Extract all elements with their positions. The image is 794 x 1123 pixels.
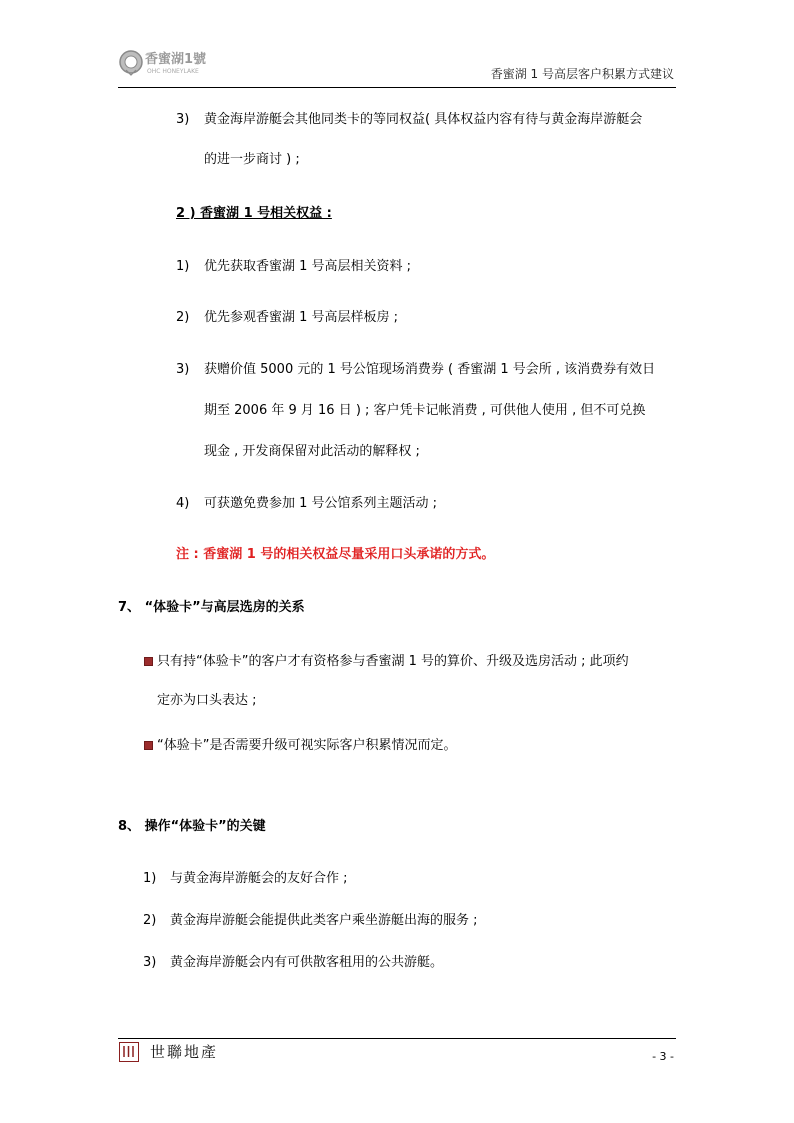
list-item: 获赠价值 5000 元的 1 号公馆现场消费券 ( 香蜜湖 1 号会所 , 该消费券有效日 (204, 362, 656, 377)
header-divider (118, 87, 676, 88)
page-number: - 3 - (652, 1050, 674, 1063)
bullet-item: 只有持“体验卡”的客户才有资格参与香蜜湖 1 号的算价、升级及选房活动 ; 此项约 (157, 654, 629, 669)
list-item-continuation: 期至 2006 年 9 月 16 日 ) ; 客户凭卡记帐消费 , 可供他人使用 , 但不可兑换 (204, 403, 646, 418)
company-logo (117, 44, 209, 84)
list-item: 可获邀免费参加 1 号公馆系列主题活动 ; (204, 496, 438, 511)
header-title: 香蜜湖 1 号高层客户积累方式建议 (490, 67, 674, 81)
footer-brand: 世聯地產 (150, 1043, 219, 1061)
bullet-square-icon (144, 657, 153, 666)
item-number: 2) (176, 310, 190, 325)
bullet-item: “体验卡”是否需要升级可视实际客户积累情况而定。 (157, 738, 457, 753)
footer-divider (118, 1038, 676, 1039)
list-item: 黄金海岸游艇会内有可供散客租用的公共游艇。 (170, 955, 444, 970)
section-heading: 2 ) 香蜜湖 1 号相关权益 : (176, 206, 332, 221)
item-number: 1) (176, 259, 190, 274)
list-item: 与黄金海岸游艇会的友好合作 ; (170, 871, 348, 886)
list-item-continuation: 现金 , 开发商保留对此活动的解释权 ; (204, 444, 420, 459)
bullet-square-icon (144, 741, 153, 750)
logo-subtext: OHC HONEYLAKE (147, 68, 199, 75)
list-item: 优先参观香蜜湖 1 号高层样板房 ; (204, 310, 399, 325)
list-item: 优先获取香蜜湖 1 号高层相关资料 ; (204, 259, 412, 274)
list-item: 黄金海岸游艇会能提供此类客户乘坐游艇出海的服务 ; (170, 913, 478, 928)
logo-text: 香蜜湖1號 (145, 52, 207, 67)
item-number: 3) (176, 112, 190, 127)
item-number: 1) (143, 871, 157, 886)
paragraph-line: 黄金海岸游艇会其他同类卡的等同权益( 具体权益内容有待与黄金海岸游艇会 (204, 112, 643, 127)
item-number: 4) (176, 496, 190, 511)
section-heading: 7、 “体验卡”与高层选房的关系 (118, 600, 305, 615)
item-number: 3) (176, 362, 190, 377)
footer-logo-icon (119, 1042, 139, 1062)
note-text: 注 : 香蜜湖 1 号的相关权益尽量采用口头承诺的方式。 (176, 547, 495, 562)
bullet-item-continuation: 定亦为口头表达 ; (157, 693, 257, 708)
paragraph-line: 的进一步商讨 ) ; (204, 152, 300, 167)
section-heading: 8、 操作“体验卡”的关键 (118, 819, 266, 834)
item-number: 2) (143, 913, 157, 928)
item-number: 3) (143, 955, 157, 970)
